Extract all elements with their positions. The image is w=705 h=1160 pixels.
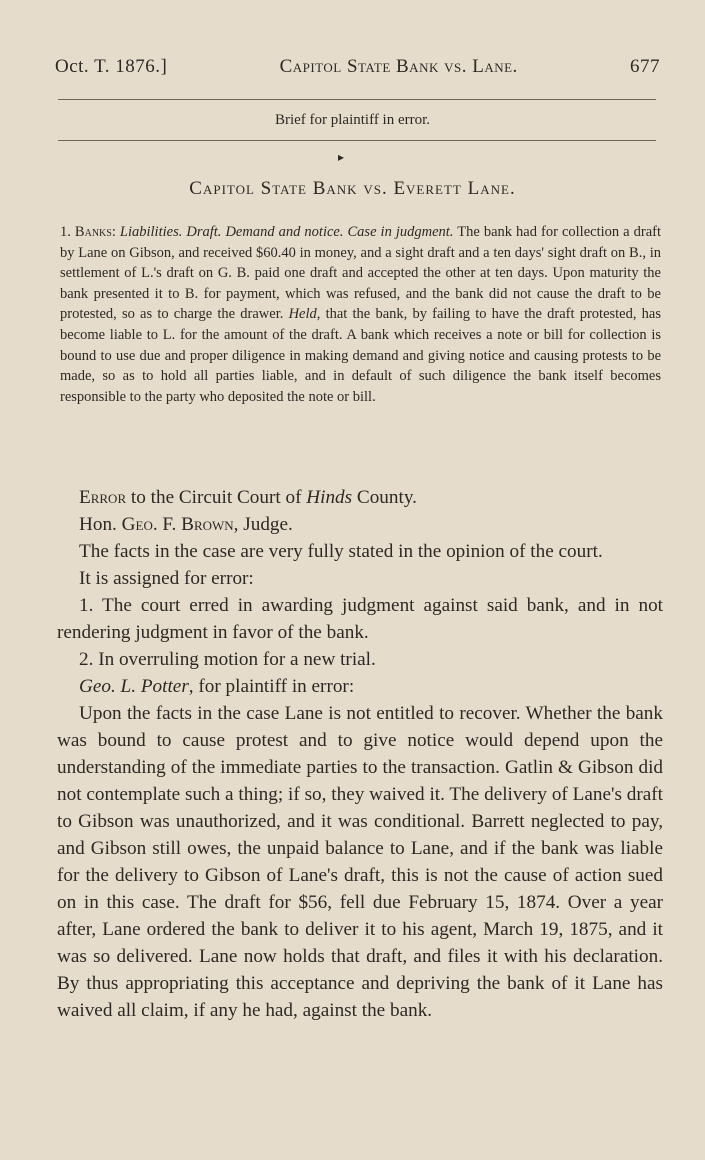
error-line [57, 484, 663, 511]
page-number: 677 [629, 56, 660, 77]
judge-line [57, 511, 663, 538]
running-header [55, 56, 660, 78]
judge-suffix: , Judge. [233, 514, 293, 535]
header-rule-bottom [58, 140, 656, 141]
brief-subheading: Brief for plaintiff in error. [274, 112, 431, 128]
syllabus-paragraph: 1. Banks: Liabilities. Draft. Demand and notice. Case in judgment. The bank had for collection a draft by Lane on Gibson, and received $60.40 in money, and a sight draft and a ten days' sight draft on B., in settlement of L.'s draft on G. B. paid one draft and accepted the other at ten days. Upon maturity the bank presented it to B. for payment, which was refused, and the bank did not cause the draft to be protested, so as to charge the drawer. Held, that the bank, by failing to have the draft protested, has become liable to L. for the amount of the draft. A bank which receives a note or bill for collection is bound to use due and proper diligence in making demand and giving notice and causing protests to be made, so as to hold all parties liable, and in default of such diligence the bank itself becomes responsible to the party who deposited the note or bill. [60, 224, 662, 405]
error-word: Error [79, 487, 127, 508]
syllabus-headnote: Liabilities. Draft. Demand and notice. Case in judgment. [119, 224, 454, 240]
judge-name: Geo. F. Brown [121, 514, 234, 535]
error-rest: to the Circuit Court of [126, 487, 307, 508]
syllabus-topic: Banks [74, 224, 112, 240]
error-assignment-2: 2. In overruling motion for a new trial. [79, 649, 376, 670]
counsel-line [57, 673, 663, 700]
judge-prefix: Hon. [79, 514, 122, 535]
running-case-title: Capitol State Bank vs. Lane. [279, 56, 518, 77]
facts-paragraph: The facts in the case are very fully stated in the opinion of the court. [79, 541, 603, 562]
county-name: Hinds [306, 487, 353, 508]
assigned-line: It is assigned for error: [79, 568, 254, 589]
argument-paragraph: Upon the facts in the case Lane is not entitled to recover. Whether the bank was bound to cause protest and to give notice would depend upon the understanding of the immediate parties to the transaction. Gatlin & Gibson did not contemplate such a thing; if so, they waived it. The delivery of Lane's draft to Gibson was unauthorized, and it was conditional. Barrett neglected to pay, and Gibson still owes, the unpaid balance to Lane, and if the bank was liable for the delivery to Gibson of Lane's draft, this is not the cause of action sued on in this case. The draft for $56, fell due February 15, 1874. Over a year after, Lane ordered the bank to deliver it to his agent, March 19, 1875, and it was so delivered. Lane now holds that draft, and files it with his declaration. By thus appropriating this acceptance and depriving the bank of it Lane has waived all claim, if any he had, against the bank. [57, 703, 663, 1021]
held-label: Held, [288, 306, 321, 323]
syllabus-text-2: that the bank, by failing to have the draft protested, has become liable to L. for the amount of the draft. A bank which receives a note or bill for collection is bound to use due and proper diligence in making demand and giving notice and causing protests to be made, so as to hold all parties liable, and in default of such diligence the bank itself becomes responsible to the party who deposited the note or bill. [60, 306, 662, 405]
main-text [57, 484, 663, 1024]
counsel-role: , for plaintiff in error: [188, 676, 355, 697]
header-rule-top [58, 99, 656, 100]
county-word: County. [352, 487, 417, 508]
ornament-mark: ▸ [338, 150, 345, 164]
syllabus-text-1: The bank had for collection a draft by Lane on Gibson, and received $60.40 in money, and a sight draft and a ten days' sight draft on B., in settlement of L.'s draft on G. B. paid one draft and accepted the other at ten days. Upon maturity the bank presented it to B. for payment, which was refused, and the bank did not cause the draft to be protested, so as to charge the drawer. [60, 224, 662, 323]
syllabus-number: 1. [60, 224, 71, 240]
counsel-name: Geo. L. Potter [79, 676, 189, 697]
syllabus [57, 222, 661, 407]
case-title: Capitol State Bank vs. Everett Lane. [189, 178, 516, 199]
term-label: Oct. T. 1876.] [55, 56, 168, 77]
error-assignment-1: 1. The court erred in awarding judgment against said bank, and in not rendering judgment in favor of the bank. [57, 595, 663, 643]
